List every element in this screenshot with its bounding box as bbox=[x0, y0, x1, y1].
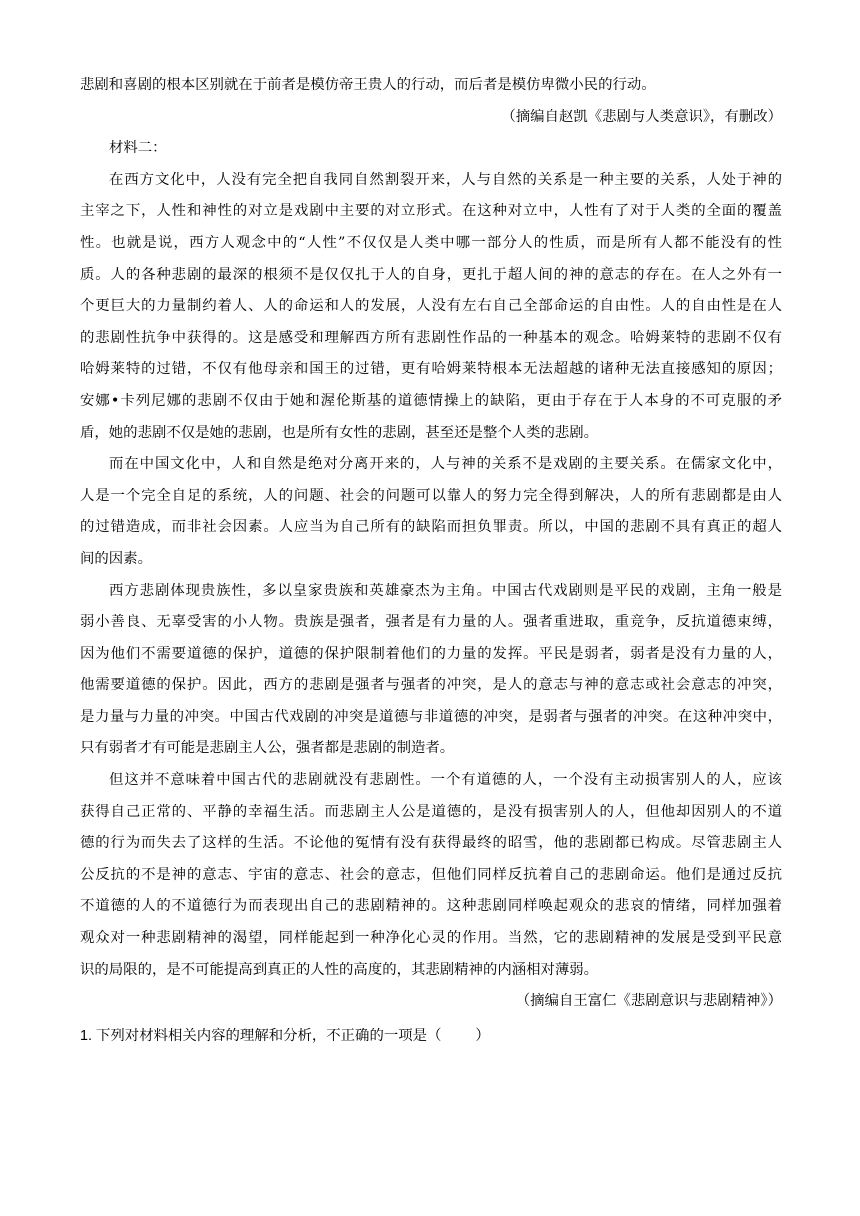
paragraph-line: 的过错造成，而非社会因素。人应当为自己所有的缺陷而担负罪责。所以，中国的悲剧不具有真正的超人 bbox=[80, 519, 782, 536]
question-1 bbox=[80, 1021, 782, 1053]
paragraph-line: 间的因素。 bbox=[80, 550, 152, 567]
question-text: 下列对材料相关内容的理解和分析，不正确的一项是（ bbox=[96, 1027, 442, 1044]
continuation-line: 悲剧和喜剧的根本区别就在于前者是模仿帝王贵人的行动，而后者是模仿卑微小民的行动。 bbox=[80, 77, 656, 93]
source-citation-1: （摘编自赵凯《悲剧与人类意识》，有删改） bbox=[501, 108, 782, 125]
paragraph-line: 获得自己正常的、平静的幸福生活。而悲剧主人公是道德的，是没有损害别人的人，但他却因别人的不道 bbox=[80, 803, 782, 820]
paragraph-line: 人是一个完全自足的系统，人的问题、社会的问题可以靠人的努力完全得到解决，人的所有悲剧都是由人 bbox=[80, 487, 782, 504]
paragraph-line: 个更巨大的力量制约着人、人的命运和人的发展，人没有左右自己全部命运的自由性。人的自由性是在人 bbox=[80, 298, 782, 315]
source-citation-2: （摘编自王富仁《悲剧意识与悲剧精神》） bbox=[515, 993, 782, 1010]
question-number: 1. bbox=[80, 1027, 93, 1044]
paragraph-2 bbox=[80, 449, 782, 575]
paragraph-line: 主宰之下，人性和神性的对立是戏剧中主要的对立形式。在这种对立中，人性有了对于人类的全面的覆盖 bbox=[80, 203, 782, 220]
paragraph-line: 在西方文化中，人没有完全把自我同自然割裂开来，人与自然的关系是一种主要的关系，人处于神的 bbox=[109, 171, 782, 188]
paragraph-line: 观众对一种悲剧精神的渴望，同样能起到一种净化心灵的作用。当然，它的悲剧精神的发展是受到平民意 bbox=[80, 930, 782, 947]
paragraph-line: 公反抗的不是神的意志、宇宙的意志、社会的意志，但他们同样反抗着自己的悲剧命运。他们是通过反抗 bbox=[80, 866, 782, 883]
material-2-label: 材料二： bbox=[109, 140, 167, 157]
paragraph-1 bbox=[80, 165, 782, 449]
paragraph-4 bbox=[80, 765, 782, 986]
paragraph-line: 性。也就是说，西方人观念中的“人性”不仅仅是人类中哪一部分人的性质，而是所有人都不能没有的性 bbox=[80, 234, 782, 251]
paragraph-line: 只有弱者才有可能是悲剧主人公，强者都是悲剧的制造者。 bbox=[80, 740, 455, 757]
paragraph-line: 他需要道德的保护。因此，西方的悲剧是强者与强者的冲突，是人的意志与神的意志或社会意志的冲突， bbox=[80, 677, 782, 694]
paragraph-line: 西方悲剧体现贵族性，多以皇家贵族和英雄豪杰为主角。中国古代戏剧则是平民的戏剧，主角一般是 bbox=[109, 582, 782, 599]
paragraph-line: 哈姆莱特的过错，不仅有他母亲和国王的过错，更有哈姆莱特根本无法超越的诸种无法直接感知的原因； bbox=[80, 361, 782, 378]
paragraph-line: 盾，她的悲剧不仅是她的悲剧，也是所有女性的悲剧，甚至还是整个人类的悲剧。 bbox=[80, 424, 599, 441]
question-close-paren: ） bbox=[475, 1027, 490, 1044]
paragraph-line: 弱小善良、无辜受害的小人物。贵族是强者，强者是有力量的人。强者重进取，重竞争，反抗道德束缚， bbox=[80, 614, 782, 631]
paragraph-line: 识的局限的，是不可能提高到真正的人性的高度的，其悲剧精神的内涵相对薄弱。 bbox=[80, 961, 599, 978]
paragraph-line: 是力量与力量的冲突。中国古代戏剧的冲突是道德与非道德的冲突，是弱者与强者的冲突。在这种冲突中， bbox=[80, 708, 782, 725]
passage-content bbox=[80, 70, 782, 1052]
paragraph-line: 而在中国文化中，人和自然是绝对分离开来的，人与神的关系不是戏剧的主要关系。在儒家文化中， bbox=[109, 456, 782, 473]
paragraph-line: 因为他们不需要道德的保护，道德的保护限制着他们的力量的发挥。平民是弱者，弱者是没有力量的人， bbox=[80, 645, 782, 662]
paragraph-line: 不道德的人的不道德行为而表现出自己的悲剧精神的。这种悲剧同样唤起观众的悲哀的情绪，同样加强着 bbox=[80, 898, 782, 915]
paragraph-line: 的悲剧性抗争中获得的。这是感受和理解西方所有悲剧性作品的一种基本的观念。哈姆莱特的悲剧不仅有 bbox=[80, 329, 782, 346]
paragraph-line: 德的行为而失去了这样的生活。不论他的冤情有没有获得最终的昭雪，他的悲剧都已构成。尽管悲剧主人 bbox=[80, 835, 782, 852]
paragraph-line: 但这并不意味着中国古代的悲剧就没有悲剧性。一个有道德的人，一个没有主动损害别人的人，应该 bbox=[109, 772, 782, 789]
paragraph-line: 安娜•卡列尼娜的悲剧不仅由于她和渥伦斯基的道德情操上的缺陷，更由于存在于人本身的不可克服的矛 bbox=[80, 392, 782, 409]
paragraph-3 bbox=[80, 576, 782, 766]
paragraph-line: 质。人的各种悲剧的最深的根须不是仅仅扎于人的自身，更扎于超人间的神的意志的存在。在人之外有一 bbox=[80, 266, 782, 283]
